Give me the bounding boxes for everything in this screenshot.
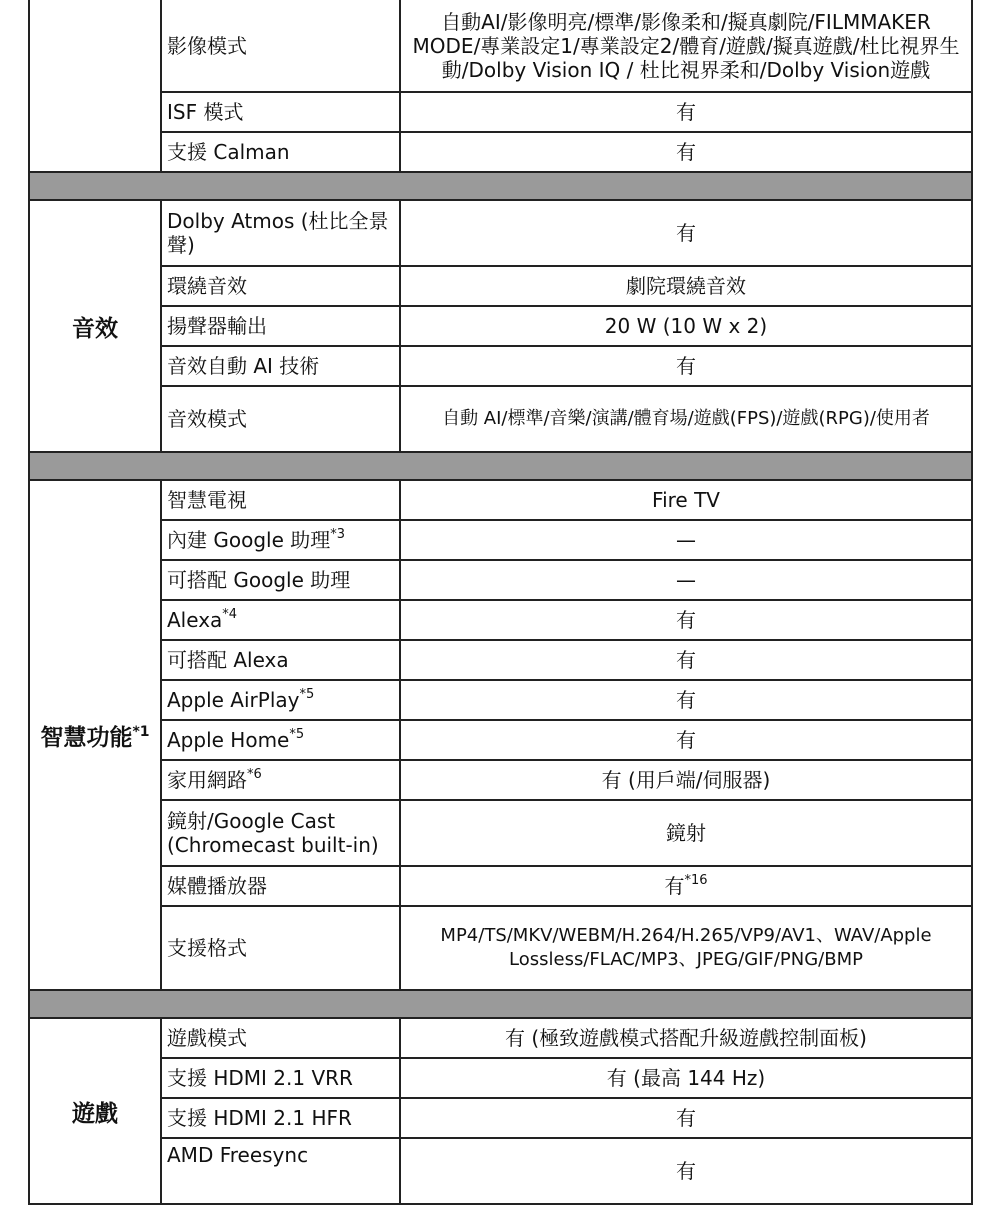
section-separator <box>29 452 972 480</box>
feature-cell: 媒體播放器 <box>161 866 400 906</box>
value-cell: — <box>400 520 972 560</box>
value-cell: 自動 AI/標準/音樂/演講/體育場/遊戲(FPS)/遊戲(RPG)/使用者 <box>400 386 972 452</box>
table-row <box>29 200 972 266</box>
table-row <box>29 346 972 386</box>
value-cell: 有 <box>400 346 972 386</box>
value-cell: 劇院環繞音效 <box>400 266 972 306</box>
table-row <box>29 1098 972 1138</box>
table-row <box>29 1138 972 1204</box>
category-gaming: 遊戲 <box>29 1018 161 1204</box>
footnote-marker: *5 <box>289 727 305 742</box>
feature-cell: 支援格式 <box>161 906 400 990</box>
value-cell: Fire TV <box>400 480 972 520</box>
value-cell: 自動AI/影像明亮/標準/影像柔和/擬真劇院/FILMMAKER MODE/專業設定1/專業設定2/體育/遊戲/擬真遊戲/杜比視界生動/Dolby Vision IQ / 杜比視界柔和/Dolby Vision遊戲 <box>400 0 972 92</box>
value-cell: 有 (極致遊戲模式搭配升級遊戲控制面板) <box>400 1018 972 1058</box>
spec-table <box>28 0 973 1205</box>
value-cell: 有 (用戶端/伺服器) <box>400 760 972 800</box>
feature-cell: 支援 HDMI 2.1 HFR <box>161 1098 400 1138</box>
feature-cell: 可搭配 Alexa <box>161 640 400 680</box>
footnote-marker: *16 <box>684 873 708 888</box>
feature-cell: 環繞音效 <box>161 266 400 306</box>
value-cell: 有 <box>400 720 972 760</box>
footnote-marker: *3 <box>330 527 346 542</box>
table-row <box>29 906 972 990</box>
value-cell: 有 <box>400 680 972 720</box>
category-audio: 音效 <box>29 200 161 452</box>
feature-cell <box>161 520 400 560</box>
feature-cell: ISF 模式 <box>161 92 400 132</box>
table-row <box>29 1018 972 1058</box>
feature-cell <box>161 720 400 760</box>
feature-label: 內建 Google 助理 <box>167 528 331 552</box>
feature-cell: 音效自動 AI 技術 <box>161 346 400 386</box>
table-row <box>29 680 972 720</box>
value-cell: 有 <box>400 1098 972 1138</box>
category-cell-picture <box>29 0 161 172</box>
feature-cell <box>161 600 400 640</box>
table-row <box>29 306 972 346</box>
value-cell: 有 <box>400 600 972 640</box>
category-smart <box>29 480 161 990</box>
section-separator <box>29 990 972 1018</box>
table-row <box>29 760 972 800</box>
value-cell: 有 <box>400 1138 972 1204</box>
feature-label: Apple AirPlay <box>167 688 300 712</box>
value-cell: 有 <box>400 92 972 132</box>
table-row <box>29 560 972 600</box>
footnote-marker: *1 <box>132 723 150 740</box>
value-cell: 有 <box>400 200 972 266</box>
table-row <box>29 480 972 520</box>
feature-cell: 支援 HDMI 2.1 VRR <box>161 1058 400 1098</box>
value-cell: 鏡射 <box>400 800 972 866</box>
feature-cell: 遊戲模式 <box>161 1018 400 1058</box>
feature-cell <box>161 760 400 800</box>
footnote-marker: *5 <box>299 687 315 702</box>
table-row <box>29 866 972 906</box>
feature-cell: 智慧電視 <box>161 480 400 520</box>
feature-cell: 影像模式 <box>161 0 400 92</box>
value-label: 有 <box>664 874 685 898</box>
value-cell: 有 <box>400 132 972 172</box>
value-cell: 20 W (10 W x 2) <box>400 306 972 346</box>
feature-cell: 音效模式 <box>161 386 400 452</box>
value-cell <box>400 866 972 906</box>
feature-cell: 可搭配 Google 助理 <box>161 560 400 600</box>
table-row <box>29 800 972 866</box>
value-cell: 有 (最高 144 Hz) <box>400 1058 972 1098</box>
value-cell: 有 <box>400 640 972 680</box>
table-row <box>29 640 972 680</box>
feature-label: Apple Home <box>167 728 290 752</box>
feature-label: 家用網路 <box>167 768 247 792</box>
table-row <box>29 720 972 760</box>
value-cell: MP4/TS/MKV/WEBM/H.264/H.265/VP9/AV1、WAV/Apple Lossless/FLAC/MP3、JPEG/GIF/PNG/BMP <box>400 906 972 990</box>
feature-label: Alexa <box>167 608 223 632</box>
table-row <box>29 1058 972 1098</box>
table-row <box>29 266 972 306</box>
feature-cell: 鏡射/Google Cast (Chromecast built-in) <box>161 800 400 866</box>
table-row <box>29 600 972 640</box>
category-label: 智慧功能 <box>40 724 133 751</box>
value-cell: — <box>400 560 972 600</box>
table-row <box>29 386 972 452</box>
table-row <box>29 92 972 132</box>
feature-cell: 支援 Calman <box>161 132 400 172</box>
table-row <box>29 0 972 92</box>
table-row <box>29 520 972 560</box>
feature-cell: Dolby Atmos (杜比全景聲) <box>161 200 400 266</box>
footnote-marker: *6 <box>247 767 262 782</box>
footnote-marker: *4 <box>222 607 238 622</box>
feature-cell: 揚聲器輸出 <box>161 306 400 346</box>
section-separator <box>29 172 972 200</box>
feature-cell: AMD Freesync <box>161 1138 400 1204</box>
table-row <box>29 132 972 172</box>
feature-cell <box>161 680 400 720</box>
